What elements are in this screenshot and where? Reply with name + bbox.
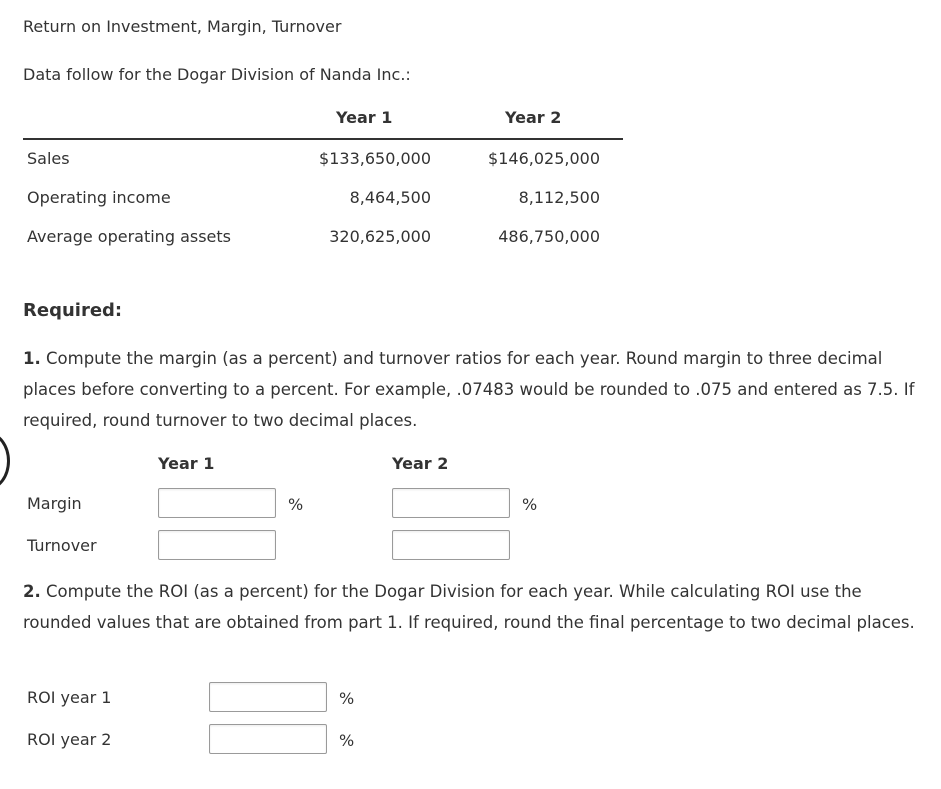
part2-number: 2. <box>23 582 41 601</box>
average-operating-assets-year1: 320,625,000 <box>329 227 431 246</box>
margin-year1-percent-sign: % <box>288 495 304 514</box>
margin-year2-percent-sign: % <box>522 495 538 514</box>
margin-year2-input[interactable] <box>392 488 510 518</box>
operating-income-year2: 8,112,500 <box>518 188 600 207</box>
roi-year1-percent-sign: % <box>339 689 355 708</box>
turnover-year2-input[interactable] <box>392 530 510 560</box>
part1-col-year1: Year 1 <box>158 454 215 473</box>
row-label-sales: Sales <box>27 149 70 168</box>
sales-year2: $146,025,000 <box>488 149 600 168</box>
part2-instructions <box>23 576 923 638</box>
average-operating-assets-year2: 486,750,000 <box>498 227 600 246</box>
roi-year1-input[interactable] <box>209 682 327 712</box>
roi-year1-label: ROI year 1 <box>27 688 112 707</box>
side-circle-marker <box>0 432 10 490</box>
sales-year1: $133,650,000 <box>319 149 431 168</box>
page-title: Return on Investment, Margin, Turnover <box>23 17 342 36</box>
required-heading: Required: <box>23 300 123 321</box>
row-label-average-operating-assets: Average operating assets <box>27 227 231 246</box>
table-header-year2: Year 2 <box>505 108 562 127</box>
part1-number: 1. <box>23 349 41 368</box>
roi-year2-label: ROI year 2 <box>27 730 112 749</box>
roi-year2-input[interactable] <box>209 724 327 754</box>
turnover-label: Turnover <box>27 536 97 555</box>
part1-text: Compute the margin (as a percent) and turnover ratios for each year. Round margin to three decimal places before converting to a percent. For example, .07483 would be rounded to .075 and entered as 7.5. If required, round turnover to two decimal places. <box>23 349 915 430</box>
table-header-year1: Year 1 <box>336 108 393 127</box>
intro-text: Data follow for the Dogar Division of Nanda Inc.: <box>23 65 411 84</box>
roi-year2-percent-sign: % <box>339 731 355 750</box>
part1-instructions <box>23 343 923 436</box>
part1-col-year2: Year 2 <box>392 454 449 473</box>
row-label-operating-income: Operating income <box>27 188 171 207</box>
margin-year1-input[interactable] <box>158 488 276 518</box>
margin-label: Margin <box>27 494 82 513</box>
operating-income-year1: 8,464,500 <box>349 188 431 207</box>
turnover-year1-input[interactable] <box>158 530 276 560</box>
table-header-rule <box>23 138 623 140</box>
part2-text: Compute the ROI (as a percent) for the Dogar Division for each year. While calculating ROI use the rounded values that are obtained from part 1. If required, round the final percentage to two decimal places. <box>23 582 915 632</box>
